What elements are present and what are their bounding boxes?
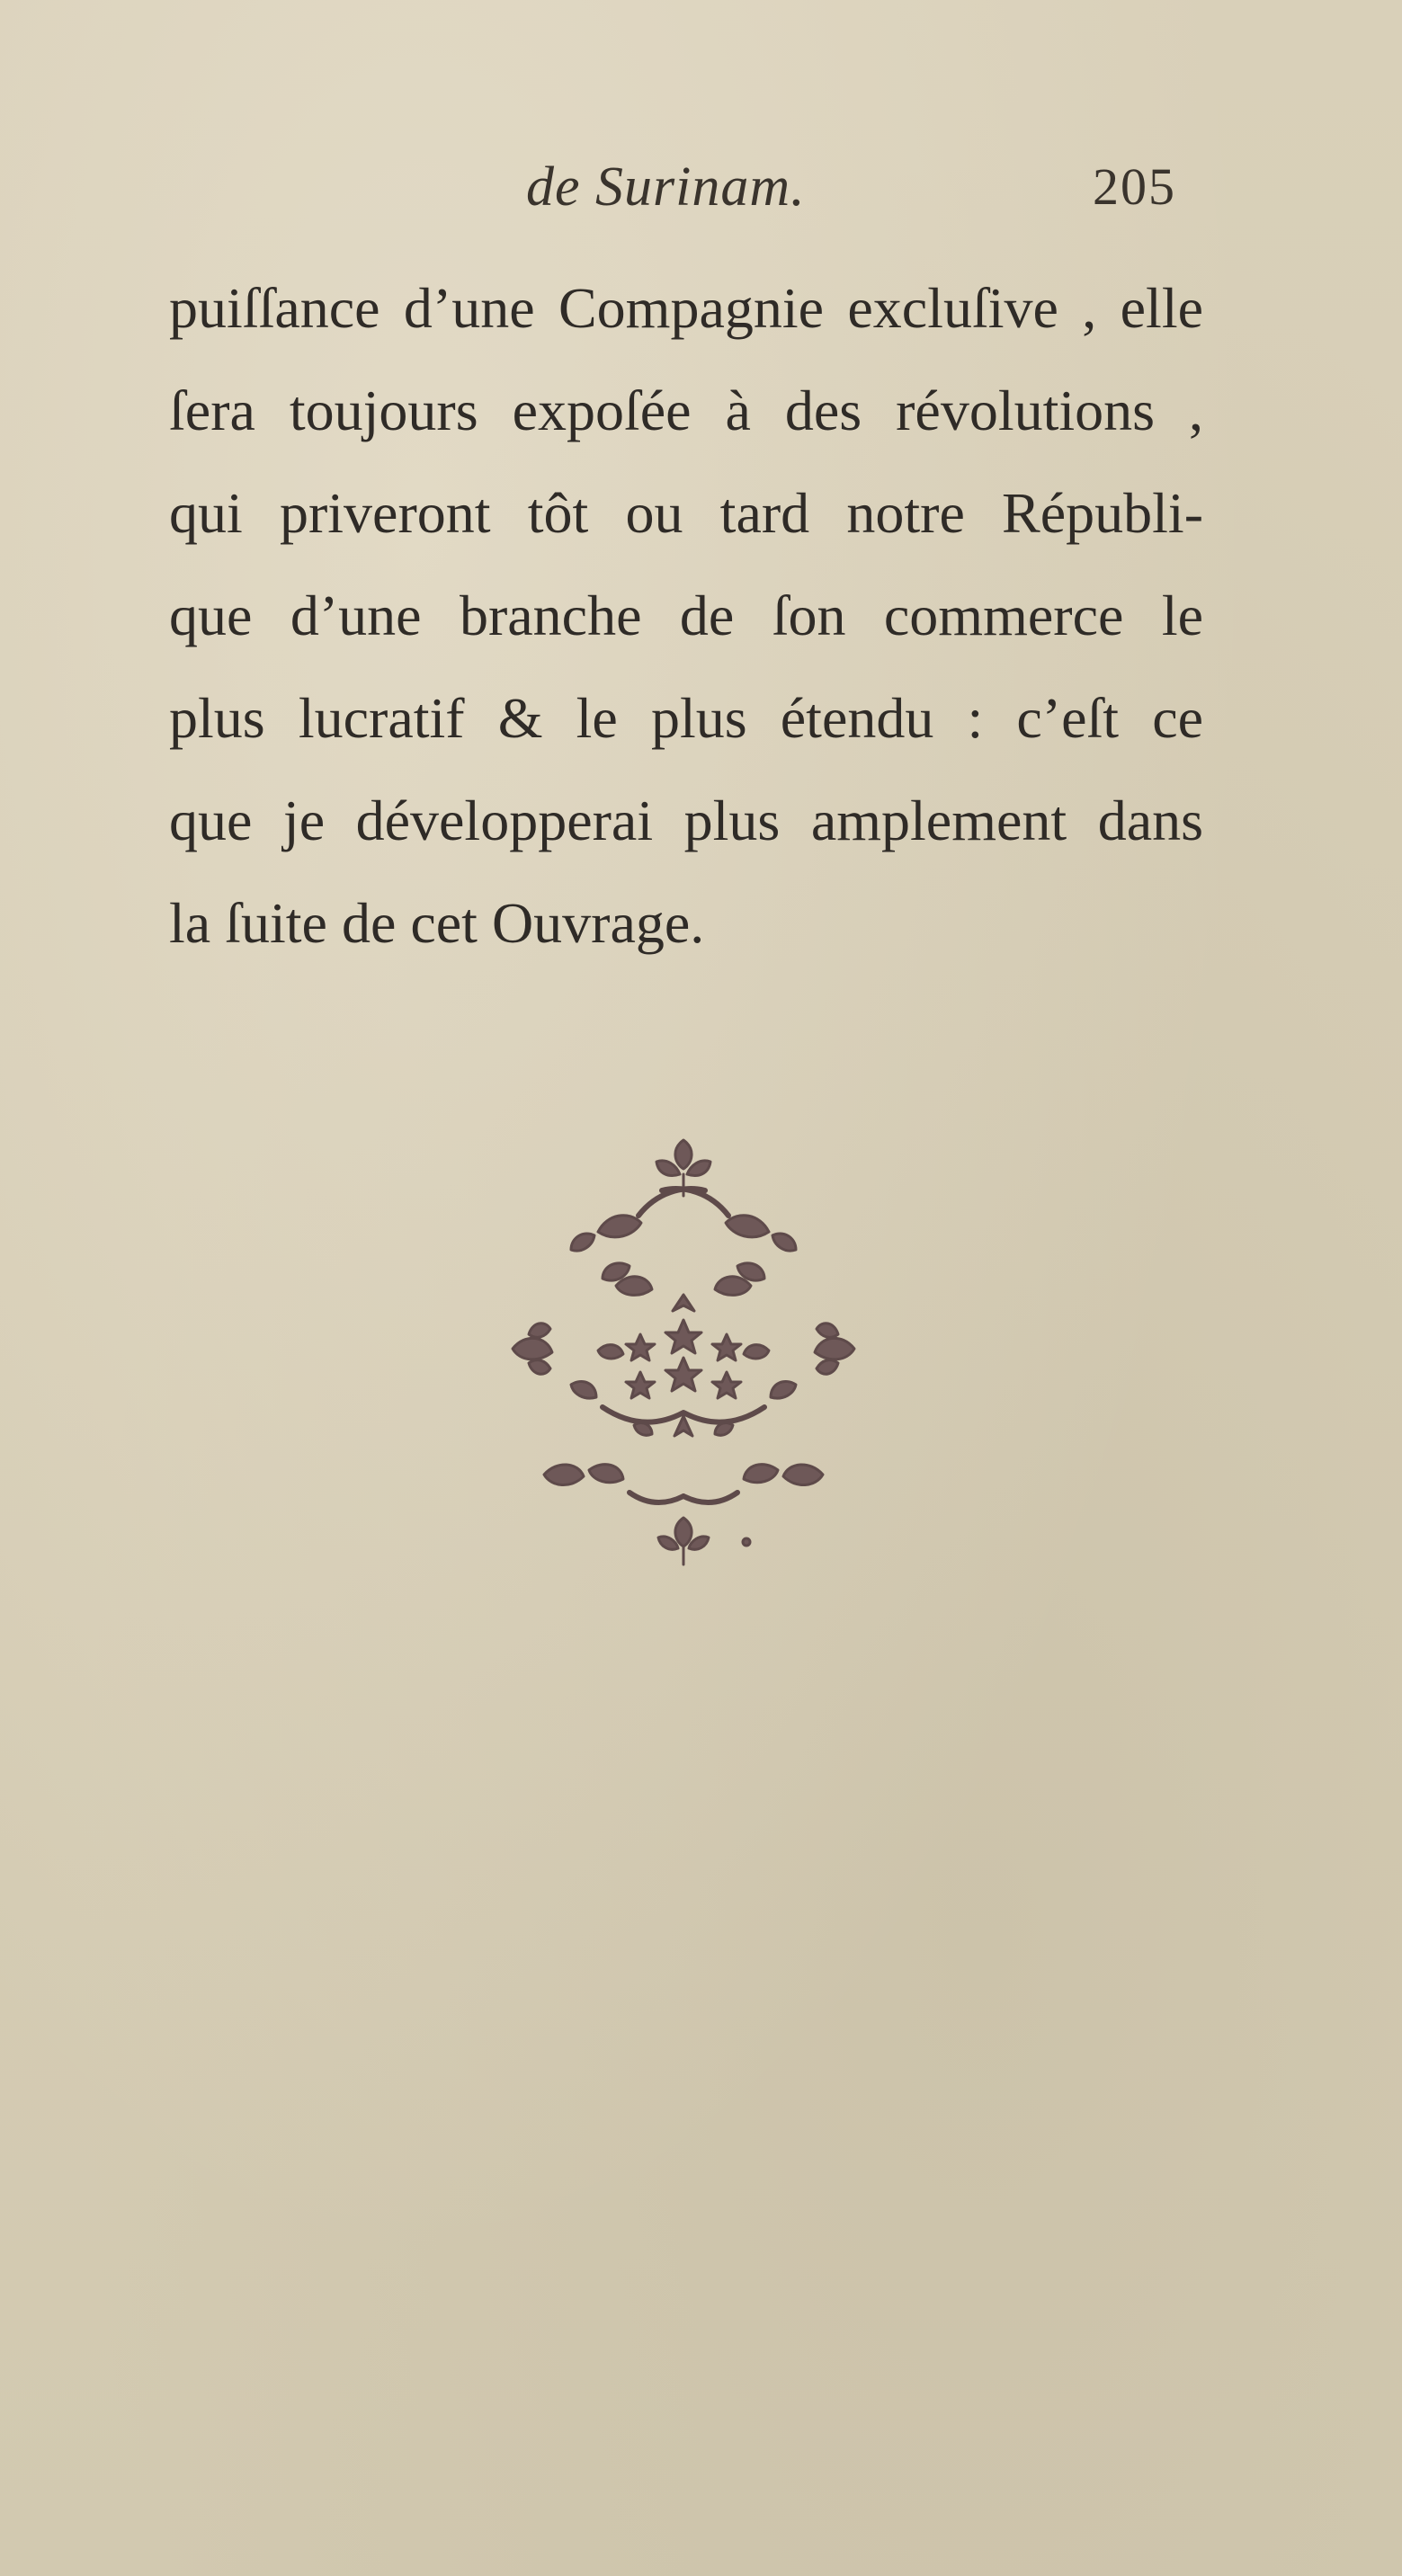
text-line: que je développerai plus amplement dans <box>169 789 1203 852</box>
running-title: de Surinam. <box>526 156 806 218</box>
text-line: plus lucratif & le plus étendu : c’eſt ce <box>169 686 1203 750</box>
body-text <box>169 257 1203 975</box>
text-line: la ſuite de cet Ouvrage. <box>169 891 705 955</box>
text-line: que d’une branche de ſon commerce le <box>169 584 1203 647</box>
text-line: puiſſance d’une Compagnie excluſive , elle <box>169 276 1203 340</box>
floral-vignette-icon <box>414 1115 953 1600</box>
text-line: qui priveront tôt ou tard notre Républi- <box>169 481 1203 545</box>
page-number: 205 <box>1093 157 1176 216</box>
text-line: ſera toujours expoſée à des révolutions , <box>169 379 1203 442</box>
running-head <box>0 151 1402 223</box>
